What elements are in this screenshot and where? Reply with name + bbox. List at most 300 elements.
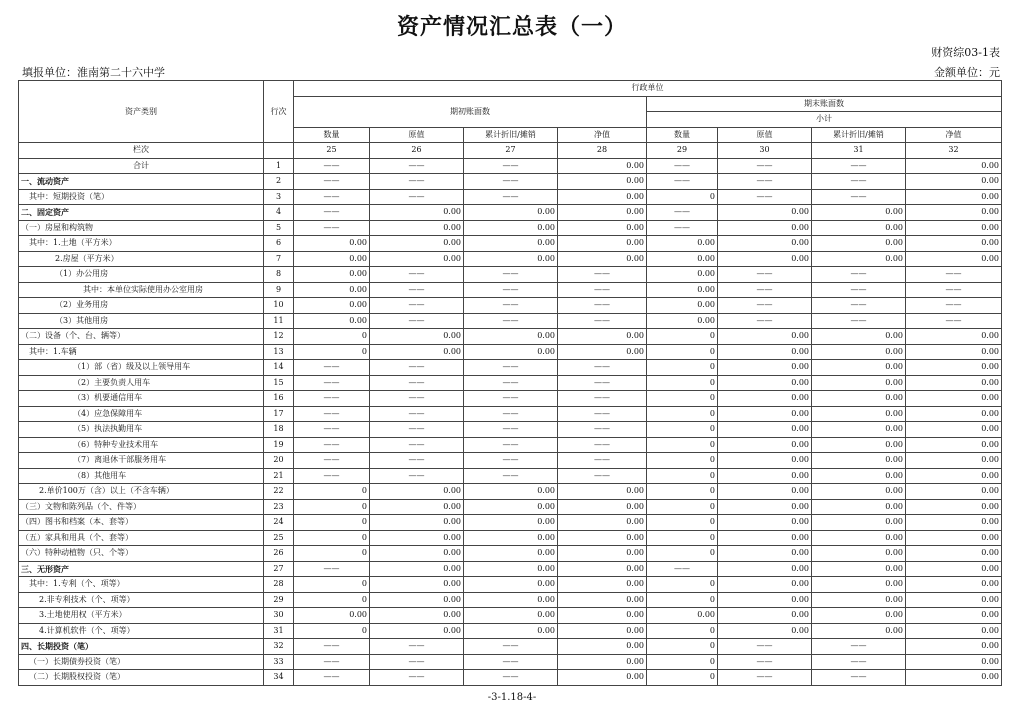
table-row xyxy=(19,654,1002,670)
value-cell: 0.00 xyxy=(647,298,718,314)
value-cell: —— xyxy=(812,158,906,174)
row-label: （四）图书和档案（本、套等） xyxy=(19,515,264,531)
value-cell: —— xyxy=(906,267,1002,283)
value-cell: 0.00 xyxy=(294,236,370,252)
value-cell: 0.00 xyxy=(812,592,906,608)
row-number: 33 xyxy=(264,654,294,670)
value-cell: 0.00 xyxy=(464,499,558,515)
value-cell: 0.00 xyxy=(812,406,906,422)
value-cell: 0.00 xyxy=(464,561,558,577)
value-cell: 0.00 xyxy=(370,251,464,267)
value-cell: 0.00 xyxy=(464,344,558,360)
header-column: 净值 xyxy=(906,127,1002,143)
value-cell: —— xyxy=(464,654,558,670)
value-cell: —— xyxy=(370,453,464,469)
table-row xyxy=(19,515,1002,531)
value-cell: 0.00 xyxy=(906,391,1002,407)
row-number: 26 xyxy=(264,546,294,562)
row-label: （2）业务用房 xyxy=(19,298,264,314)
value-cell: 0.00 xyxy=(558,205,647,221)
value-cell: 0 xyxy=(294,499,370,515)
value-cell: 0.00 xyxy=(906,670,1002,686)
header-column: 原值 xyxy=(370,127,464,143)
row-label: （3）其他用房 xyxy=(19,313,264,329)
value-cell: 0.00 xyxy=(906,592,1002,608)
row-label: （8）其他用车 xyxy=(19,468,264,484)
value-cell: —— xyxy=(370,654,464,670)
table-row xyxy=(19,220,1002,236)
value-cell: —— xyxy=(718,639,812,655)
value-cell: 0.00 xyxy=(906,375,1002,391)
value-cell: 0.00 xyxy=(812,437,906,453)
value-cell: 0.00 xyxy=(718,546,812,562)
column-number: 25 xyxy=(294,143,370,159)
value-cell: 0 xyxy=(647,654,718,670)
value-cell: —— xyxy=(370,298,464,314)
value-cell: 0.00 xyxy=(370,623,464,639)
value-cell: 0.00 xyxy=(558,251,647,267)
value-cell: 0.00 xyxy=(558,623,647,639)
value-cell: 0.00 xyxy=(464,530,558,546)
value-cell: 0.00 xyxy=(812,499,906,515)
header-opening-balance: 期初账面数 xyxy=(294,96,647,127)
value-cell: 0 xyxy=(647,639,718,655)
value-cell: 0.00 xyxy=(718,236,812,252)
value-cell: 0.00 xyxy=(370,515,464,531)
value-cell: 0.00 xyxy=(558,499,647,515)
row-label: 四、长期投资（笔） xyxy=(19,639,264,655)
row-label: （一）长期债券投资（笔） xyxy=(19,654,264,670)
value-cell: 0.00 xyxy=(812,329,906,345)
row-label: 其中：本单位实际使用办公室用房 xyxy=(19,282,264,298)
value-cell: 0.00 xyxy=(464,251,558,267)
row-label: （二）长期股权投资（笔） xyxy=(19,670,264,686)
value-cell: 0.00 xyxy=(647,267,718,283)
value-cell: —— xyxy=(464,422,558,438)
value-cell: —— xyxy=(812,189,906,205)
row-label: 4.计算机软件（个、项等） xyxy=(19,623,264,639)
value-cell: 0 xyxy=(647,499,718,515)
value-cell: 0.00 xyxy=(558,344,647,360)
value-cell: —— xyxy=(812,670,906,686)
value-cell: 0 xyxy=(294,530,370,546)
value-cell: 0.00 xyxy=(558,670,647,686)
value-cell: 0.00 xyxy=(718,515,812,531)
value-cell: 0.00 xyxy=(464,515,558,531)
value-cell: 0 xyxy=(647,391,718,407)
table-row xyxy=(19,189,1002,205)
value-cell: 0.00 xyxy=(718,577,812,593)
value-cell: 0.00 xyxy=(812,623,906,639)
value-cell: —— xyxy=(294,654,370,670)
value-cell: —— xyxy=(370,360,464,376)
column-number: 27 xyxy=(464,143,558,159)
value-cell: 0 xyxy=(647,592,718,608)
header-admin-unit: 行政单位 xyxy=(294,81,1002,97)
value-cell: —— xyxy=(370,313,464,329)
table-row xyxy=(19,391,1002,407)
value-cell: 0.00 xyxy=(464,546,558,562)
value-cell: 0.00 xyxy=(812,251,906,267)
table-row xyxy=(19,639,1002,655)
value-cell: —— xyxy=(294,406,370,422)
value-cell: —— xyxy=(558,375,647,391)
row-label: （1）办公用房 xyxy=(19,267,264,283)
row-label: （1）部（省）级及以上领导用车 xyxy=(19,360,264,376)
value-cell: 0.00 xyxy=(718,592,812,608)
value-cell: —— xyxy=(812,654,906,670)
value-cell: —— xyxy=(464,468,558,484)
value-cell: 0.00 xyxy=(906,329,1002,345)
value-cell: —— xyxy=(294,174,370,190)
value-cell: 0.00 xyxy=(906,639,1002,655)
table-row xyxy=(19,406,1002,422)
value-cell: 0.00 xyxy=(718,530,812,546)
table-row xyxy=(19,546,1002,562)
value-cell: 0.00 xyxy=(812,391,906,407)
row-label: 二、固定资产 xyxy=(19,205,264,221)
row-number: 7 xyxy=(264,251,294,267)
value-cell: 0.00 xyxy=(906,251,1002,267)
value-cell: 0 xyxy=(647,670,718,686)
value-cell: 0.00 xyxy=(906,205,1002,221)
value-cell: 0.00 xyxy=(558,654,647,670)
column-number: 31 xyxy=(812,143,906,159)
value-cell: 0.00 xyxy=(558,174,647,190)
row-label: （7）离退休干部服务用车 xyxy=(19,453,264,469)
column-number: 32 xyxy=(906,143,1002,159)
value-cell: 0.00 xyxy=(718,360,812,376)
value-cell: 0.00 xyxy=(558,639,647,655)
value-cell: 0.00 xyxy=(370,561,464,577)
value-cell: —— xyxy=(464,267,558,283)
table-row xyxy=(19,499,1002,515)
row-number: 25 xyxy=(264,530,294,546)
value-cell: 0.00 xyxy=(718,344,812,360)
value-cell: 0.00 xyxy=(812,484,906,500)
value-cell: 0.00 xyxy=(558,561,647,577)
value-cell: 0 xyxy=(647,530,718,546)
row-label: 三、无形资产 xyxy=(19,561,264,577)
column-number: 26 xyxy=(370,143,464,159)
row-number: 2 xyxy=(264,174,294,190)
value-cell: 0.00 xyxy=(718,608,812,624)
table-row xyxy=(19,577,1002,593)
value-cell: 0 xyxy=(647,360,718,376)
value-cell: —— xyxy=(647,174,718,190)
row-number: 16 xyxy=(264,391,294,407)
value-cell: 0.00 xyxy=(718,437,812,453)
header-asset-type: 资产类别 xyxy=(19,81,264,143)
report-title: 资产情况汇总表（一） xyxy=(396,14,627,40)
value-cell: 0.00 xyxy=(906,453,1002,469)
value-cell: 0.00 xyxy=(812,468,906,484)
value-cell: 0 xyxy=(294,577,370,593)
value-cell: 0.00 xyxy=(647,282,718,298)
row-number: 22 xyxy=(264,484,294,500)
value-cell: —— xyxy=(464,453,558,469)
value-cell: —— xyxy=(294,158,370,174)
row-number: 11 xyxy=(264,313,294,329)
value-cell: 0.00 xyxy=(812,577,906,593)
row-label: 2.单价100万（含）以上（不含车辆） xyxy=(19,484,264,500)
value-cell: —— xyxy=(558,360,647,376)
table-row xyxy=(19,592,1002,608)
value-cell: —— xyxy=(294,360,370,376)
value-cell: —— xyxy=(812,313,906,329)
value-cell: —— xyxy=(464,391,558,407)
table-row xyxy=(19,158,1002,174)
value-cell: 0.00 xyxy=(464,592,558,608)
header-column: 数量 xyxy=(294,127,370,143)
value-cell: 0.00 xyxy=(812,608,906,624)
value-cell: 0.00 xyxy=(812,344,906,360)
value-cell: 0.00 xyxy=(718,205,812,221)
value-cell: 0.00 xyxy=(718,468,812,484)
value-cell: 0.00 xyxy=(718,561,812,577)
value-cell: 0.00 xyxy=(464,484,558,500)
row-label: （3）机要通信用车 xyxy=(19,391,264,407)
row-number: 6 xyxy=(264,236,294,252)
value-cell: —— xyxy=(718,670,812,686)
value-cell: —— xyxy=(370,468,464,484)
table-row xyxy=(19,298,1002,314)
value-cell: 0.00 xyxy=(294,251,370,267)
table-row xyxy=(19,313,1002,329)
value-cell: —— xyxy=(370,375,464,391)
value-cell: 0.00 xyxy=(558,577,647,593)
row-number: 27 xyxy=(264,561,294,577)
row-number: 3 xyxy=(264,189,294,205)
value-cell: —— xyxy=(558,437,647,453)
value-cell: —— xyxy=(294,453,370,469)
value-cell: 0.00 xyxy=(718,623,812,639)
row-number: 4 xyxy=(264,205,294,221)
value-cell: 0 xyxy=(294,592,370,608)
value-cell: —— xyxy=(370,267,464,283)
value-cell: —— xyxy=(812,282,906,298)
row-number: 1 xyxy=(264,158,294,174)
value-cell: 0.00 xyxy=(906,530,1002,546)
row-number: 19 xyxy=(264,437,294,453)
value-cell: 0.00 xyxy=(647,608,718,624)
value-cell: 0.00 xyxy=(370,220,464,236)
value-cell: 0.00 xyxy=(906,499,1002,515)
value-cell: —— xyxy=(558,298,647,314)
header-column: 原值 xyxy=(718,127,812,143)
currency-unit: 金额单位：元 xyxy=(934,66,1000,79)
value-cell: —— xyxy=(294,205,370,221)
value-cell: 0.00 xyxy=(906,406,1002,422)
row-number: 15 xyxy=(264,375,294,391)
row-label: （六）特种动植物（只、个等） xyxy=(19,546,264,562)
value-cell: 0.00 xyxy=(464,205,558,221)
value-cell: —— xyxy=(647,205,718,221)
table-row xyxy=(19,236,1002,252)
value-cell: 0.00 xyxy=(558,484,647,500)
value-cell: —— xyxy=(558,453,647,469)
value-cell: —— xyxy=(294,561,370,577)
value-cell: 0.00 xyxy=(812,422,906,438)
value-cell: 0.00 xyxy=(718,391,812,407)
value-cell: —— xyxy=(718,158,812,174)
value-cell: —— xyxy=(370,639,464,655)
value-cell: —— xyxy=(370,189,464,205)
table-row xyxy=(19,608,1002,624)
row-number: 17 xyxy=(264,406,294,422)
value-cell: 0.00 xyxy=(906,515,1002,531)
row-number: 10 xyxy=(264,298,294,314)
row-number: 20 xyxy=(264,453,294,469)
value-cell: —— xyxy=(370,422,464,438)
column-number-label: 栏次 xyxy=(19,143,264,159)
value-cell: 0.00 xyxy=(464,623,558,639)
row-number: 8 xyxy=(264,267,294,283)
row-label: （五）家具和用具（个、套等） xyxy=(19,530,264,546)
value-cell: 0.00 xyxy=(294,298,370,314)
value-cell: 0 xyxy=(647,468,718,484)
value-cell: —— xyxy=(294,391,370,407)
value-cell: 0.00 xyxy=(718,453,812,469)
value-cell: —— xyxy=(464,282,558,298)
value-cell: —— xyxy=(370,391,464,407)
value-cell: —— xyxy=(464,313,558,329)
table-row xyxy=(19,344,1002,360)
row-number: 29 xyxy=(264,592,294,608)
value-cell: 0.00 xyxy=(812,375,906,391)
value-cell: 0.00 xyxy=(718,422,812,438)
value-cell: —— xyxy=(718,174,812,190)
row-label: 其中：1.土地（平方米） xyxy=(19,236,264,252)
value-cell: 0.00 xyxy=(906,623,1002,639)
value-cell: 0 xyxy=(647,453,718,469)
value-cell: —— xyxy=(464,298,558,314)
value-cell: 0.00 xyxy=(370,329,464,345)
row-label: （2）主要负责人用车 xyxy=(19,375,264,391)
row-number: 24 xyxy=(264,515,294,531)
value-cell: 0.00 xyxy=(906,189,1002,205)
value-cell: 0.00 xyxy=(370,236,464,252)
value-cell: 0.00 xyxy=(558,515,647,531)
row-number: 23 xyxy=(264,499,294,515)
value-cell: —— xyxy=(812,298,906,314)
value-cell: 0.00 xyxy=(370,577,464,593)
row-label: （4）应急保障用车 xyxy=(19,406,264,422)
value-cell: —— xyxy=(718,313,812,329)
value-cell: —— xyxy=(558,468,647,484)
value-cell: —— xyxy=(370,437,464,453)
value-cell: —— xyxy=(464,360,558,376)
value-cell: 0.00 xyxy=(370,530,464,546)
value-cell: 0.00 xyxy=(812,236,906,252)
value-cell: —— xyxy=(370,406,464,422)
value-cell: 0.00 xyxy=(294,282,370,298)
value-cell: 0.00 xyxy=(558,546,647,562)
column-number-blank xyxy=(264,143,294,159)
value-cell: —— xyxy=(370,174,464,190)
value-cell: —— xyxy=(647,220,718,236)
value-cell: 0.00 xyxy=(906,236,1002,252)
value-cell: 0.00 xyxy=(464,220,558,236)
value-cell: 0 xyxy=(647,329,718,345)
value-cell: —— xyxy=(558,422,647,438)
value-cell: —— xyxy=(647,158,718,174)
value-cell: 0.00 xyxy=(812,546,906,562)
column-number: 29 xyxy=(647,143,718,159)
value-cell: 0.00 xyxy=(906,608,1002,624)
value-cell: 0.00 xyxy=(464,608,558,624)
value-cell: —— xyxy=(294,422,370,438)
value-cell: 0 xyxy=(294,623,370,639)
row-label: 一、流动资产 xyxy=(19,174,264,190)
value-cell: 0.00 xyxy=(718,499,812,515)
value-cell: 0.00 xyxy=(906,344,1002,360)
value-cell: 0.00 xyxy=(370,592,464,608)
asset-summary-table xyxy=(18,80,1002,686)
value-cell: —— xyxy=(647,561,718,577)
value-cell: 0 xyxy=(647,437,718,453)
row-number: 5 xyxy=(264,220,294,236)
value-cell: —— xyxy=(294,468,370,484)
value-cell: 0.00 xyxy=(906,158,1002,174)
value-cell: 0.00 xyxy=(906,220,1002,236)
table-row xyxy=(19,670,1002,686)
value-cell: —— xyxy=(464,670,558,686)
row-label: 2.房屋（平方米） xyxy=(19,251,264,267)
value-cell: 0.00 xyxy=(812,453,906,469)
value-cell: 0.00 xyxy=(718,406,812,422)
value-cell: 0.00 xyxy=(558,220,647,236)
header-closing-balance: 期末账面数 xyxy=(647,96,1002,112)
value-cell: 0.00 xyxy=(294,608,370,624)
value-cell: 0.00 xyxy=(906,437,1002,453)
value-cell: —— xyxy=(294,220,370,236)
row-number: 9 xyxy=(264,282,294,298)
value-cell: —— xyxy=(294,375,370,391)
value-cell: 0 xyxy=(647,344,718,360)
value-cell: 0 xyxy=(294,484,370,500)
table-row xyxy=(19,437,1002,453)
value-cell: —— xyxy=(370,670,464,686)
value-cell: 0.00 xyxy=(906,561,1002,577)
table-row xyxy=(19,468,1002,484)
table-row xyxy=(19,205,1002,221)
value-cell: 0.00 xyxy=(906,468,1002,484)
row-number: 21 xyxy=(264,468,294,484)
row-label: 其中：短期投资（笔） xyxy=(19,189,264,205)
value-cell: —— xyxy=(906,298,1002,314)
value-cell: —— xyxy=(906,282,1002,298)
value-cell: 0.00 xyxy=(294,267,370,283)
row-label: （6）特种专业技术用车 xyxy=(19,437,264,453)
row-label: 合计 xyxy=(19,158,264,174)
table-row xyxy=(19,251,1002,267)
value-cell: 0 xyxy=(647,577,718,593)
row-number: 14 xyxy=(264,360,294,376)
table-row xyxy=(19,375,1002,391)
page-footer: -3-1.18-4- xyxy=(487,692,537,703)
value-cell: 0 xyxy=(647,406,718,422)
value-cell: 0.00 xyxy=(558,189,647,205)
header-column: 累计折旧/摊销 xyxy=(812,127,906,143)
value-cell: 0 xyxy=(647,422,718,438)
form-number: 财资综03-1表 xyxy=(931,46,1000,59)
value-cell: 0 xyxy=(647,623,718,639)
table-row xyxy=(19,453,1002,469)
value-cell: 0.00 xyxy=(370,546,464,562)
value-cell: —— xyxy=(558,267,647,283)
value-cell: —— xyxy=(718,267,812,283)
